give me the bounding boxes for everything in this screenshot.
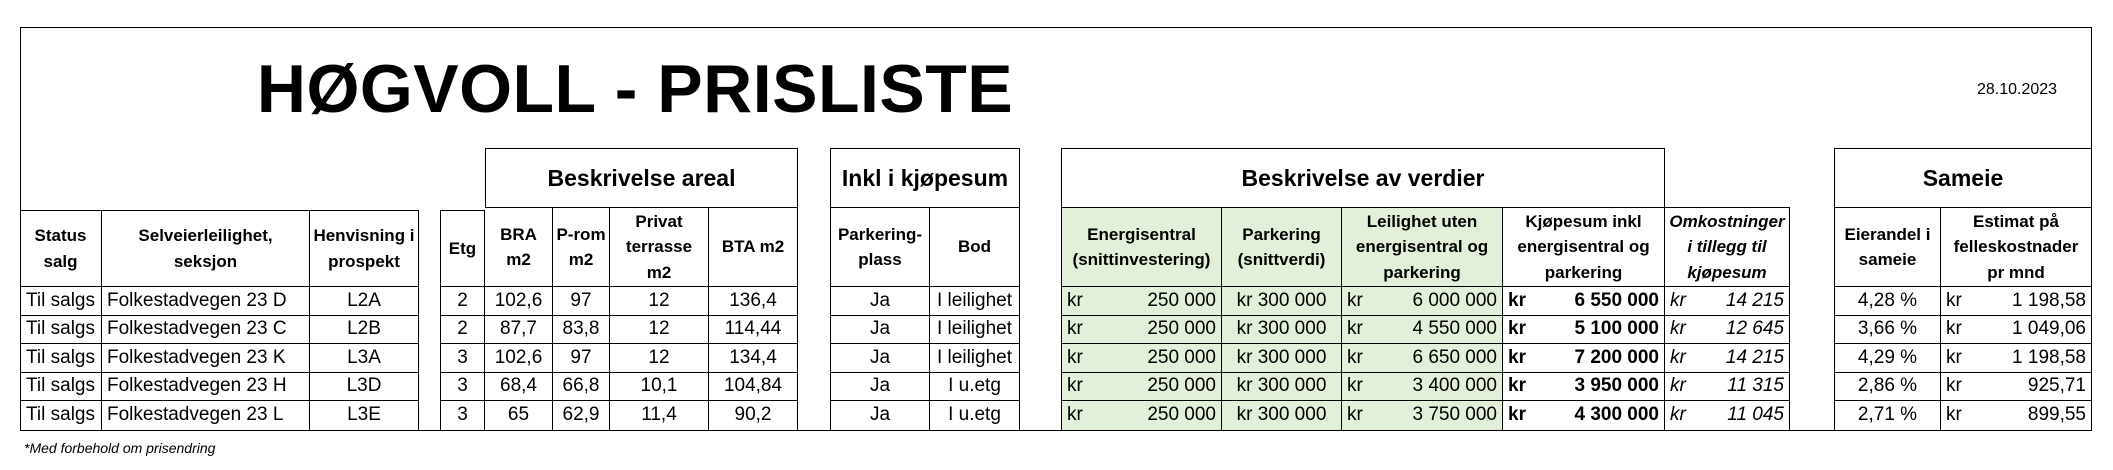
table-cell-etg: 3 [457, 404, 468, 426]
table-cell-kjopesum [1503, 344, 1664, 373]
column-prom [553, 207, 610, 431]
cell-value: 250 000 [1147, 318, 1216, 340]
table-cell-prom: 62,9 [562, 404, 600, 426]
table-cell-henvisning: L2B [310, 316, 418, 345]
table-cell-terrasse: 12 [610, 344, 708, 373]
currency-label: kr [1670, 318, 1686, 340]
table-cell-omkost [1665, 287, 1789, 316]
table-cell-felles [1941, 316, 2091, 345]
table-cell-kjopesum [1503, 316, 1664, 345]
column-seksjon [102, 210, 310, 431]
list-date: 28.10.2023 [1977, 81, 2058, 98]
table-cell-energi [1062, 287, 1221, 316]
footnote: *Med forbehold om prisendring [24, 440, 216, 456]
table-cell-seksjon: Folkestadvegen 23 H [102, 373, 309, 402]
table-cell-bod: I leilighet [930, 287, 1019, 316]
table-cell-etg: 3 [441, 344, 484, 373]
table-cell-park_verdi: kr 300 000 [1222, 287, 1341, 316]
cell-value: 250 000 [1147, 375, 1216, 397]
column-etg [440, 210, 485, 431]
currency-label: kr [1508, 375, 1526, 397]
currency-label: kr [1670, 346, 1686, 368]
column-header-parkering: Parkering-plass [831, 207, 929, 287]
table-cell-leilighet [1342, 287, 1502, 316]
cell-value: 3 950 000 [1574, 375, 1659, 397]
table-cell-henvisning: L3A [310, 344, 418, 373]
table-cell-prom: 97 [553, 287, 609, 316]
table-cell-felles [1941, 401, 2091, 430]
currency-label: kr [1946, 375, 1962, 397]
table-cell-eierandel: 4,29 % [1835, 344, 1940, 373]
column-header-bra: BRA m2 [485, 207, 552, 287]
cell-value: 6 550 000 [1574, 289, 1659, 311]
table-cell-kjopesum [1503, 401, 1664, 430]
table-cell-bra: 87,7 [485, 316, 552, 345]
table-cell-omkost [1665, 401, 1789, 430]
table-cell-seksjon: Folkestadvegen 23 D [102, 287, 309, 316]
table-cell-terrasse: 12 [610, 287, 708, 316]
table-cell-energi [1062, 373, 1221, 402]
table-cell-bta: 104,84 [709, 373, 797, 402]
table-cell-parkering: Ja [831, 316, 929, 345]
cell-value: 899,55 [2027, 404, 2086, 426]
column-felles [1941, 207, 2092, 431]
cell-value: 1 198,58 [2012, 289, 2086, 311]
currency-label: kr [1508, 318, 1526, 340]
cell-value: 6 650 000 [1412, 346, 1497, 368]
table-cell-bta: 114,44 [709, 316, 797, 345]
table-cell-henvisning: L3E [347, 404, 381, 426]
currency-label: kr [1067, 346, 1083, 368]
table-cell-terrasse: 12 [610, 316, 708, 345]
currency-label: kr [1508, 289, 1526, 311]
currency-label: kr [1670, 375, 1686, 397]
currency-label: kr [1946, 318, 1962, 340]
cell-value: 3 750 000 [1412, 404, 1497, 426]
table-cell-bod: I u.etg [930, 373, 1019, 402]
table-cell-bta: 136,4 [709, 287, 797, 316]
currency-label: kr [1508, 404, 1526, 426]
table-cell-seksjon: Folkestadvegen 23 C [102, 316, 309, 345]
table-cell-status: Til salgs [20, 287, 101, 316]
table-cell-henvisning: L2A [310, 287, 418, 316]
column-park_verdi [1222, 207, 1342, 431]
column-header-park_verdi: Parkering (snittverdi) [1222, 207, 1341, 287]
column-header-energi: Energisentral (snittinvestering) [1062, 207, 1221, 287]
table-cell-status: Til salgs [20, 316, 101, 345]
cell-value: 250 000 [1147, 346, 1216, 368]
table-cell-terrasse: 11,4 [641, 404, 677, 426]
currency-label: kr [1946, 404, 1962, 426]
column-header-status: Status salg [20, 210, 101, 287]
column-eierandel [1834, 207, 1941, 431]
currency-label: kr [1067, 318, 1083, 340]
table-cell-park_verdi: kr 300 000 [1222, 316, 1341, 345]
table-cell-park_verdi: kr 300 000 [1222, 401, 1341, 430]
table-cell-status: Til salgs [20, 344, 101, 373]
table-cell-omkost [1665, 316, 1789, 345]
column-header-prom: P-rom m2 [553, 207, 609, 287]
cell-value: 1 198,58 [2012, 346, 2086, 368]
cell-value: 3 400 000 [1412, 375, 1497, 397]
column-header-terrasse: Privat terrasse m2 [610, 207, 708, 287]
column-leilighet [1342, 207, 1503, 431]
cell-value: 14 215 [1725, 289, 1784, 311]
table-cell-etg: 2 [441, 287, 484, 316]
table-cell-seksjon: Folkestadvegen 23 L [107, 404, 284, 426]
column-terrasse [610, 207, 709, 431]
table-cell-seksjon: Folkestadvegen 23 K [102, 344, 309, 373]
table-cell-eierandel: 4,28 % [1835, 287, 1940, 316]
column-energi [1061, 207, 1222, 431]
table-cell-bod: I leilighet [930, 316, 1019, 345]
table-cell-terrasse: 10,1 [610, 373, 708, 402]
table-cell-henvisning: L3D [310, 373, 418, 402]
cell-value: 6 000 000 [1412, 289, 1497, 311]
table-cell-kjopesum [1503, 373, 1664, 402]
table-cell-etg: 2 [441, 316, 484, 345]
table-cell-felles [1941, 373, 2091, 402]
currency-label: kr [1670, 404, 1686, 426]
column-parkering [830, 207, 930, 431]
cell-value: 11 045 [1727, 404, 1784, 426]
column-bta [709, 207, 798, 431]
table-cell-prom: 66,8 [553, 373, 609, 402]
column-henvisning [310, 210, 419, 431]
cell-value: 1 049,06 [2012, 318, 2086, 340]
column-kjopesum [1503, 207, 1665, 431]
table-cell-prom: 97 [553, 344, 609, 373]
column-header-bod: Bod [930, 207, 1019, 287]
table-cell-leilighet [1342, 373, 1502, 402]
table-cell-felles [1941, 287, 2091, 316]
table-cell-eierandel: 2,86 % [1835, 373, 1940, 402]
currency-label: kr [1946, 289, 1962, 311]
group-header-sameie: Sameie [1834, 148, 2092, 208]
table-cell-prom: 83,8 [553, 316, 609, 345]
column-header-omkost: Omkostninger i tillegg til kjøpesum [1665, 207, 1789, 287]
currency-label: kr [1670, 289, 1686, 311]
column-header-seksjon: Selveierleilighet, seksjon [102, 210, 309, 287]
currency-label: kr [1946, 346, 1962, 368]
table-cell-parkering: Ja [831, 373, 929, 402]
cell-value: 11 315 [1727, 375, 1784, 397]
cell-value: 4 300 000 [1574, 404, 1659, 426]
column-header-leilighet: Leilighet uten energisentral og parkering [1342, 207, 1502, 287]
currency-label: kr [1347, 318, 1363, 340]
group-header-kjopesum: Inkl i kjøpesum [830, 148, 1020, 208]
cell-value: 4 550 000 [1412, 318, 1497, 340]
column-status [20, 210, 102, 431]
currency-label: kr [1347, 375, 1363, 397]
table-cell-omkost [1665, 373, 1789, 402]
cell-value: 250 000 [1147, 289, 1216, 311]
table-cell-parkering: Ja [831, 344, 929, 373]
table-cell-bta: 134,4 [709, 344, 797, 373]
currency-label: kr [1347, 289, 1363, 311]
column-bod [930, 207, 1020, 431]
currency-label: kr [1067, 404, 1083, 426]
table-cell-eierandel: 3,66 % [1835, 316, 1940, 345]
table-cell-bta: 90,2 [734, 404, 772, 426]
currency-label: kr [1347, 346, 1363, 368]
group-header-areal: Beskrivelse areal [485, 148, 798, 208]
table-cell-bra: 68,4 [485, 373, 552, 402]
table-cell-etg: 3 [441, 373, 484, 402]
group-header-verdier: Beskrivelse av verdier [1061, 148, 1665, 208]
cell-value: 925,71 [2027, 375, 2086, 397]
table-cell-leilighet [1342, 316, 1502, 345]
column-bra [485, 207, 553, 431]
table-cell-parkering: Ja [831, 287, 929, 316]
column-header-felles: Estimat på felleskostnader pr mnd [1941, 207, 2091, 287]
cell-value: 14 215 [1725, 346, 1784, 368]
cell-value: 5 100 000 [1574, 318, 1659, 340]
cell-value: 12 645 [1725, 318, 1784, 340]
column-header-henvisning: Henvisning i prospekt [310, 210, 418, 287]
table-cell-omkost [1665, 344, 1789, 373]
table-cell-eierandel: 2,71 % [1857, 404, 1918, 426]
cell-value: 7 200 000 [1574, 346, 1659, 368]
currency-label: kr [1347, 404, 1363, 426]
table-cell-bod: I leilighet [930, 344, 1019, 373]
column-header-bta: BTA m2 [709, 207, 797, 287]
column-header-etg: Etg [441, 210, 484, 287]
currency-label: kr [1067, 289, 1083, 311]
page-title: HØGVOLL - PRISLISTE [256, 51, 1014, 127]
cell-value: 250 000 [1147, 404, 1216, 426]
table-cell-bra: 65 [507, 404, 530, 426]
table-cell-status: Til salgs [26, 404, 95, 426]
table-cell-bra: 102,6 [485, 287, 552, 316]
table-cell-parkering: Ja [869, 404, 891, 426]
table-cell-park_verdi: kr 300 000 [1222, 373, 1341, 402]
column-header-kjopesum: Kjøpesum inkl energisentral og parkering [1503, 207, 1664, 287]
column-omkost [1665, 207, 1790, 431]
table-cell-leilighet [1342, 401, 1502, 430]
table-cell-energi [1062, 316, 1221, 345]
table-cell-leilighet [1342, 344, 1502, 373]
currency-label: kr [1508, 346, 1526, 368]
table-cell-status: Til salgs [20, 373, 101, 402]
column-header-eierandel: Eierandel i sameie [1835, 207, 1940, 287]
table-cell-kjopesum [1503, 287, 1664, 316]
table-cell-bra: 102,6 [485, 344, 552, 373]
table-cell-energi [1062, 344, 1221, 373]
table-cell-felles [1941, 344, 2091, 373]
currency-label: kr [1067, 375, 1083, 397]
table-cell-energi [1062, 401, 1221, 430]
table-cell-bod: I u.etg [948, 404, 1001, 426]
table-cell-park_verdi: kr 300 000 [1222, 344, 1341, 373]
